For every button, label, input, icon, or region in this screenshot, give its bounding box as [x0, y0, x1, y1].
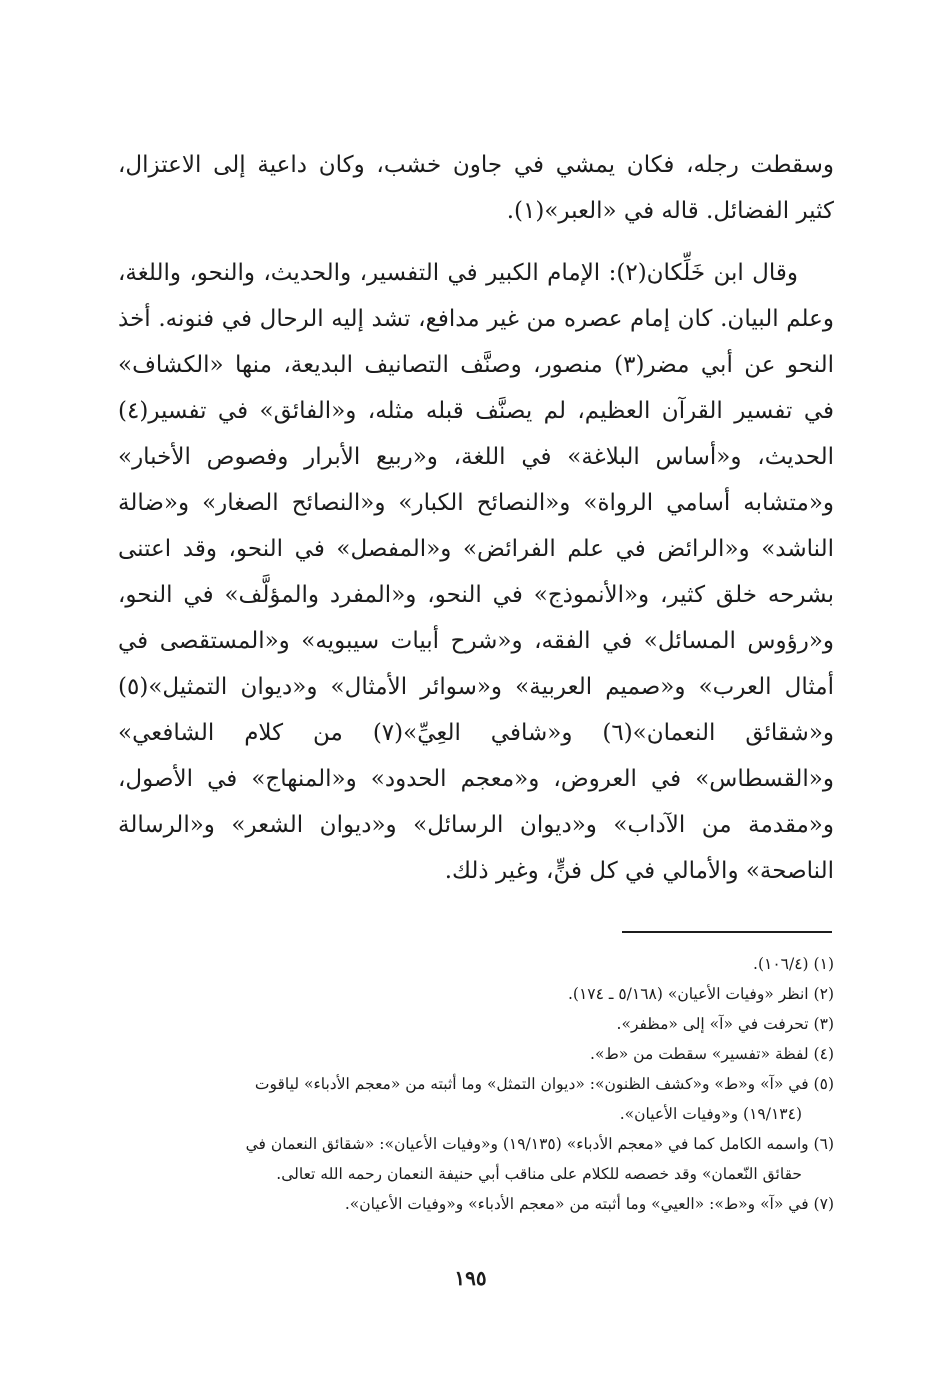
footnote-text: انظر «وفيات الأعيان» (٥/١٦٨ ـ ١٧٤).	[567, 985, 809, 1003]
footnote-item	[118, 1009, 834, 1039]
footnote-text: تحرفت في «آ» إلى «مظفر».	[616, 1015, 809, 1033]
footnote-continuation: حقائق النّعمان» وقد خصصه للكلام على مناقب أبي حنيفة النعمان رحمه الله تعالى.	[276, 1165, 802, 1183]
footnote-number: (١)	[813, 955, 834, 973]
footnote-number: (٣)	[813, 1015, 834, 1033]
page-number: ١٩٥	[454, 1266, 487, 1290]
footnote-item	[118, 1129, 834, 1189]
footnote-continuation: (١٩/١٣٤) و«وفيات الأعيان».	[619, 1105, 802, 1123]
footnote-number: (٦)	[813, 1135, 834, 1153]
footnote-number: (٥)	[813, 1075, 834, 1093]
footnote-separator	[622, 931, 832, 933]
footnote-item	[118, 979, 834, 1009]
footnote-number: (٧)	[813, 1195, 834, 1213]
footnote-number: (٤)	[813, 1045, 834, 1063]
body-paragraph-1: وسقطت رجله، فكان يمشي في جاون خشب، وكان داعية إلى الاعتزال، كثير الفضائل. قاله في «العبر»(١).	[118, 152, 834, 224]
body-paragraph-2: وقال ابن خَلِّكان(٢): الإمام الكبير في التفسير، والحديث، والنحو، واللغة، وعلم البيان. كان إمام عصره من غير مدافع، تشد إليه الرحال في فنونه. أخذ النحو عن أبي مضر(٣) منصور، وصنَّف التصانيف البديعة، منها «الكشاف» في تفسير القرآن العظيم، لم يصنَّف قبله مثله، و«الفائق» في تفسير(٤) الحديث، و«أساس البلاغة» في اللغة، و«ربيع الأبرار وفصوص الأخبار» و«متشابه أسامي الرواة» و«النصائح الكبار» و«النصائح الصغار» و«ضالة الناشد» و«الرائض في علم الفرائض» و«المفصل» في النحو، وقد اعتنى بشرحه خلق كثير، و«الأنموذج» في النحو، و«المفرد والمؤلَّف» في النحو، و«رؤوس المسائل» في الفقه، و«شرح أبيات سيبويه» و«المستقصى في أمثال العرب» و«صميم العربية» و«سوائر الأمثال» و«ديوان التمثيل»(٥) و«شقائق النعمان»(٦) و«شافي العِيِّ»(٧) من كلام الشافعي» و«القسطاس» في العروض، و«معجم الحدود» و«المنهاج» في الأصول، و«مقدمة من الآداب» و«ديوان الرسائل» و«ديوان الشعر» و«الرسالة الناصحة» والأمالي في كل فنٍّ، وغير ذلك.	[118, 260, 834, 884]
footnote-number: (٢)	[813, 985, 834, 1003]
footnote-item	[118, 949, 834, 979]
footnote-item	[118, 1189, 834, 1219]
footnote-text: لفظة «تفسير» سقطت من «ط».	[590, 1045, 809, 1063]
footnote-item	[118, 1069, 834, 1129]
footnote-text: في «آ» و«ط» و«كشف الظنون»: «ديوان التمثل» وما أثبته من «معجم الأدباء» لياقوت	[254, 1075, 809, 1093]
footnote-text: في «آ» و«ط»: «العيي» وما أثبته من «معجم الأدباء» و«وفيات الأعيان».	[344, 1195, 809, 1213]
footnote-text: (١٠٦/٤).	[753, 955, 809, 973]
footnote-item	[118, 1039, 834, 1069]
footnotes-list	[118, 949, 834, 1219]
footnote-text: واسمه الكامل كما في «معجم الأدباء» (١٩/١٣٥) و«وفيات الأعيان»: «شقائق النعمان في	[245, 1135, 809, 1153]
